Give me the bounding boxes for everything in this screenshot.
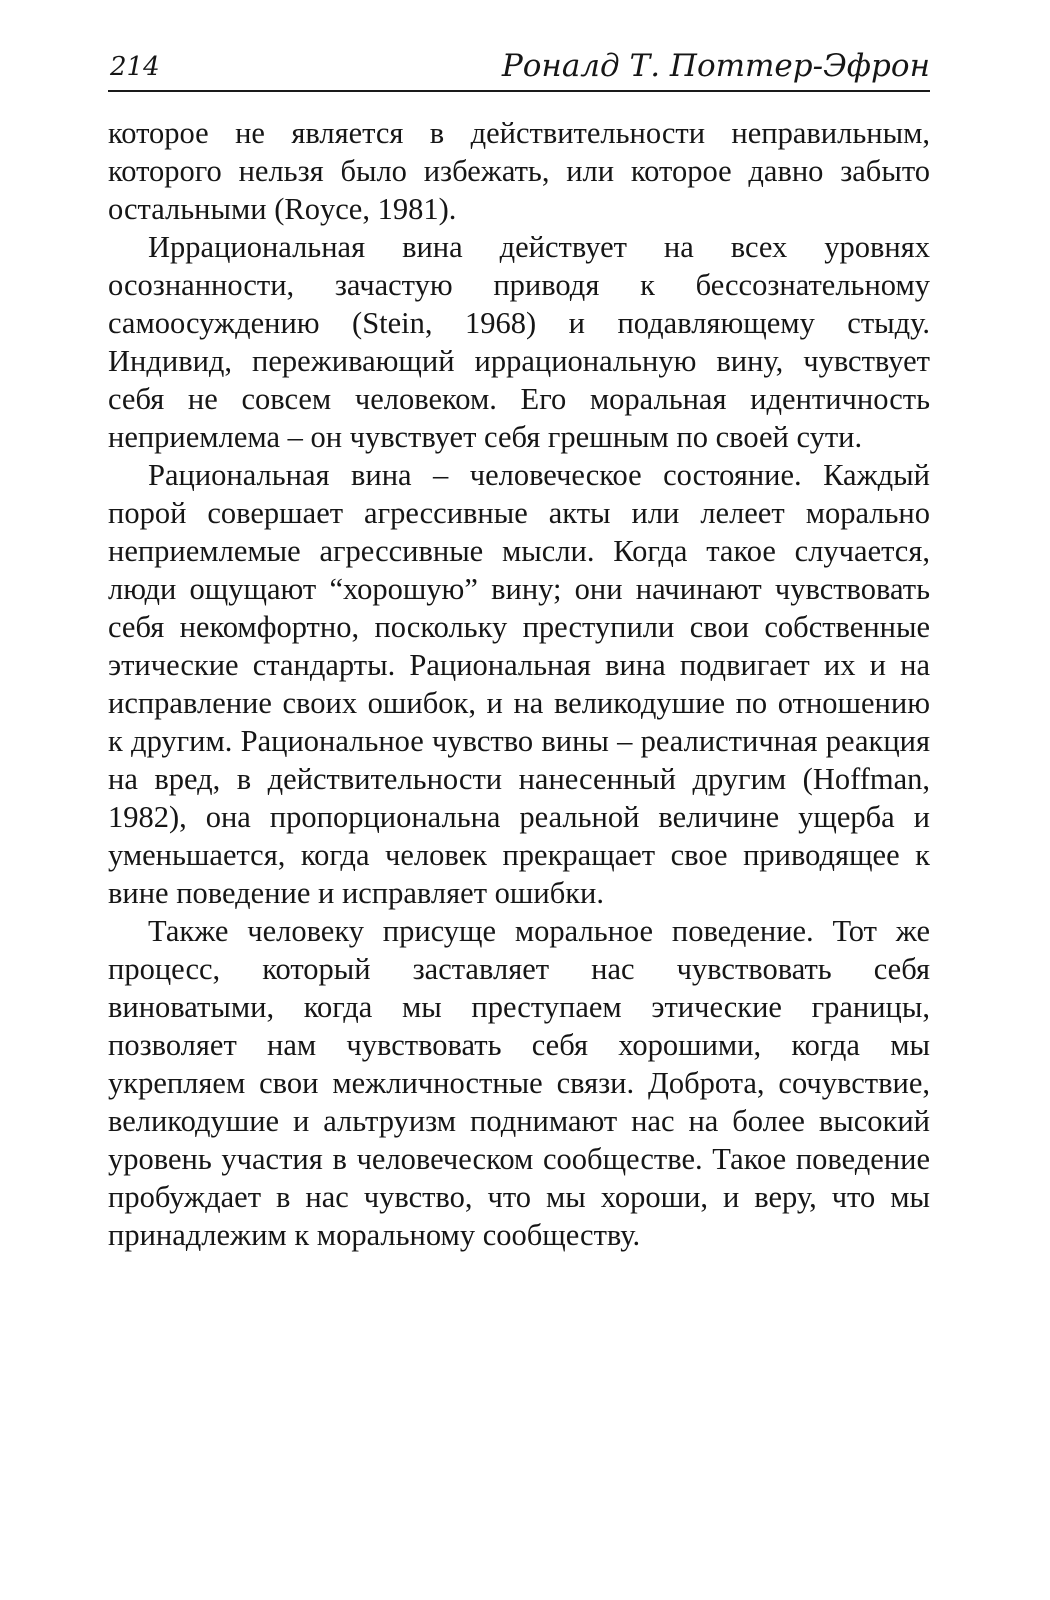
paragraph-irrational-guilt: Иррациональная вина действует на всех уровнях осознанности, зачастую приводя к бессознательному самоосуждению (Stein, 1968) и подавляющему стыду. Индивид, переживающий иррациональную вину, чувствует себя не совсем человеком. Его моральная идентичность неприемлема – он чувствует себя грешным по своей сути. — [108, 230, 930, 454]
paragraph-moral-behavior: Также человеку присуще моральное поведение. Тот же процесс, который заставляет нас чувствовать себя виноватыми, когда мы преступаем этические границы, позволяет нам чувствовать себя хорошими, когда мы укрепляем свои межличностные связи. Доброта, сочувствие, великодушие и альтруизм поднимают нас на более высокий уровень участия в человеческом сообществе. Такое поведение пробуждает в нас чувство, что мы хороши, и веру, что мы принадлежим к моральному сообществу. — [108, 914, 930, 1252]
running-head — [108, 40, 930, 92]
paragraph-continued: которое не является в действительности неправильным, которого нельзя было избежать, или которое давно забыто остальными (Royce, 1981). — [108, 116, 930, 226]
running-title: Роналд Т. Поттер-Эфрон — [501, 48, 930, 84]
page-number: 214 — [110, 52, 160, 82]
body-text — [108, 114, 930, 1254]
book-page — [108, 40, 930, 1254]
paragraph-rational-guilt: Рациональная вина – человеческое состояние. Каждый порой совершает агрессивные акты или лелеет морально неприемлемые агрессивные мысли. Когда такое случается, люди ощущают “хорошую” вину; они начинают чувствовать себя некомфортно, поскольку преступили свои собственные этические стандарты. Рациональная вина подвигает их и на исправление своих ошибок, и на великодушие по отношению к другим. Рациональное чувство вины – реалистичная реакция на вред, в действительности нанесенный другим (Hoffman, 1982), она пропорциональна реальной величине ущерба и уменьшается, когда человек прекращает свое приводящее к вине поведение и исправляет ошибки. — [108, 458, 930, 910]
